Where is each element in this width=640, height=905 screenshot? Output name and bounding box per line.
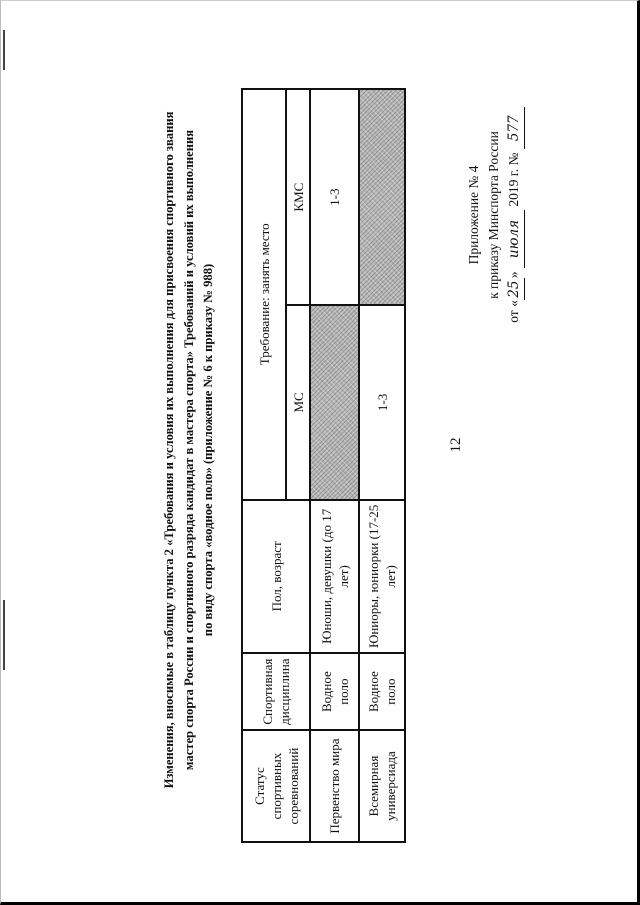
cell-ms: 1-3 (359, 305, 405, 499)
appendix-title: Приложение № 4 (466, 165, 481, 265)
handwritten-day: 25 (504, 278, 525, 300)
header-kms: КМС (286, 89, 310, 305)
rotated-document (20, 15, 600, 885)
cell-kms-shaded (359, 89, 405, 305)
heading-line-1: Изменения, вносимые в таблицу пункта 2 «Требования и условия их выполнения для присвоения спортивного звания (162, 111, 176, 789)
handwritten-order-number: 577 (504, 107, 525, 149)
document-heading (160, 45, 219, 855)
scan-edge-mark (3, 600, 5, 670)
cell-status: Всемирная универсиада (359, 730, 405, 842)
header-sex-age: Пол, возраст (242, 500, 310, 654)
cell-discipline: Водное поло (359, 653, 405, 730)
handwritten-month: июля (504, 210, 525, 268)
appendix-block (464, 15, 525, 415)
header-ms: МС (286, 305, 310, 499)
scan-edge-mark (3, 30, 5, 70)
cell-status: Первенство мира (310, 730, 359, 842)
date-year-label: 2019 г. № (506, 152, 521, 207)
header-requirement: Требование: занять место (242, 89, 286, 500)
cell-kms: 1-3 (310, 89, 359, 305)
date-prefix: от « (506, 300, 521, 323)
table-header-row (242, 89, 286, 842)
cell-sex-age: Юноши, девушки (до 17 лет) (310, 500, 359, 654)
cell-ms-shaded (310, 305, 359, 499)
table-row (310, 89, 359, 842)
page-number: 12 (448, 437, 464, 453)
requirements-table (241, 88, 406, 843)
appendix-date-line (504, 15, 525, 415)
appendix-order-ref: к приказу Минспорта России (486, 131, 501, 299)
header-status: Статус спортивных соревнований (242, 730, 310, 842)
header-discipline: Спортивная дисциплина (242, 653, 310, 730)
cell-discipline: Водное поло (310, 653, 359, 730)
date-mid1: » (506, 271, 521, 279)
cell-sex-age: Юниоры, юниорки (17-25 лет) (359, 500, 405, 654)
heading-line-3: по виду спорта «водное поло» (приложение № 6 к приказу № 988) (201, 263, 215, 637)
heading-line-2: мастер спорта России и спортивного разряда кандидат в мастера спорта» Требований и условий их выполнения (181, 129, 196, 771)
table-row (359, 89, 405, 842)
